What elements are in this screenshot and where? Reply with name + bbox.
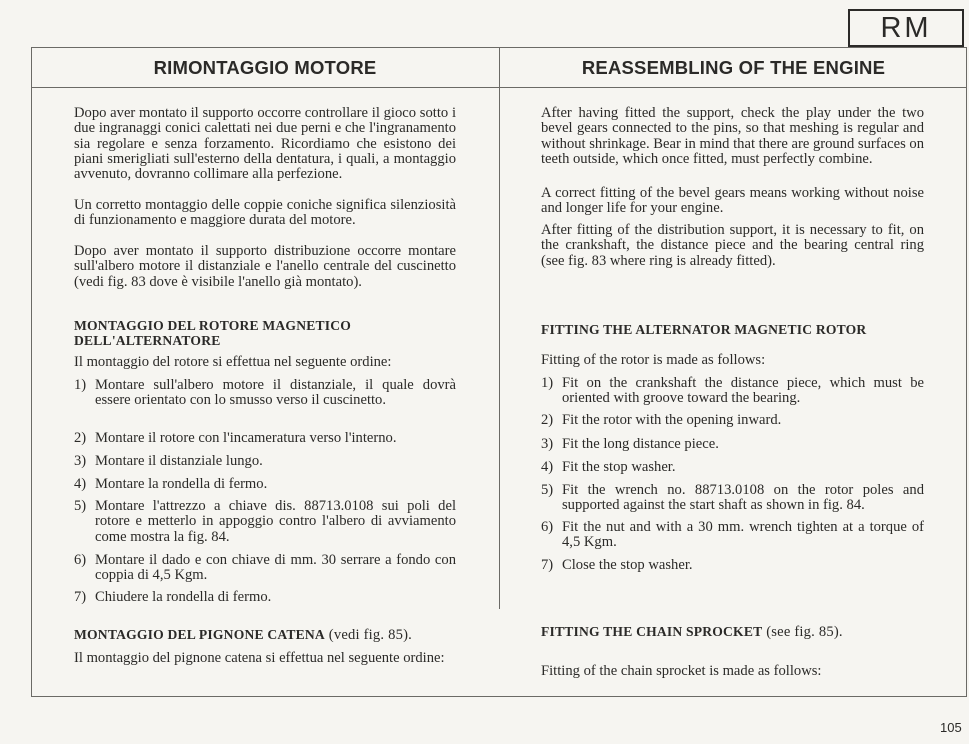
list-text: Montare il rotore con l'incameratura verso l'interno. [95,430,397,446]
list-text: Fit the wrench no. 88713.0108 on the rotor poles and supported against the start shaft as shown in fig. 84. [562,482,924,514]
list-number: 1) [541,375,554,391]
list-item [541,376,924,407]
list-number: 7) [74,589,87,605]
list-number: 3) [541,436,554,452]
list-text: Montare sull'albero motore il distanziale, il quale dovrà essere orientato con lo smusso verso il cuscinetto. [95,377,456,409]
italian-intro-paragraph: Dopo aver montato il supporto occorre controllare il gioco sotto i due ingranaggi conici calettati nei due perni e che l'ingranamento sia regolare e senza forzamento. Ricordiamo che esistono dei piani smerigliati sull'esterno della dentatura, i quali, a montaggio avvenuto, dovranno collimare alla perfezione. [74,105,456,183]
list-text: Fit the nut and with a 30 mm. wrench tighten at a torque of 4,5 Kgm. [562,519,924,551]
list-item [541,460,924,475]
list-number: 6) [74,552,87,568]
list-number: 6) [541,519,554,535]
list-number: 2) [74,430,87,446]
list-number: 7) [541,557,554,573]
italian-sprocket-ref: (vedi fig. 85). [324,627,413,643]
list-number: 4) [74,476,87,492]
italian-intro-paragraph: Un corretto montaggio delle coppie coniche significa silenziosità di funzionamento e maggiore durata del motore. [74,197,456,229]
italian-title: RIMONTAGGIO MOTORE [153,57,377,78]
list-item [541,558,924,573]
list-text: Montare la rondella di fermo. [95,476,268,492]
italian-rotor-intro: Il montaggio del rotore si effettua nel seguente ordine: [74,354,392,370]
italian-intro-paragraph: Dopo aver montato il supporto distribuzione occorre montare sull'albero motore il distanziale e l'anello centrale del cuscinetto (vedi fig. 83 dove è visibile l'anello già montato). [74,243,456,290]
list-item [74,477,456,492]
list-item [74,553,456,584]
list-text: Fit the stop washer. [562,459,676,475]
english-rotor-heading: FITTING THE ALTERNATOR MAGNETIC ROTOR [541,322,867,337]
list-text: Fit the long distance piece. [562,436,719,452]
list-text: Montare il dado e con chiave di mm. 30 serrare a fondo con coppia di 4,5 Kgm. [95,552,456,584]
english-intro-paragraph: After having fitted the support, check the play under the two bevel gears connected to the pins, so that meshing is regular and without shrinkage. Bear in mind that there are ground surfaces on teeth outside, which once fitted, must perfectly combine. [541,105,924,167]
list-item [74,454,456,469]
english-sprocket-heading-text: FITTING THE CHAIN SPROCKET [541,624,763,639]
english-intro-paragraph: After fitting of the distribution support, it is necessary to fit, on the crankshaft, the distance piece and the bearing central ring (see fig. 83 where ring is already fitted). [541,222,924,269]
list-text: Fit on the crankshaft the distance piece, which must be oriented with groove toward the bearing. [562,375,924,407]
list-number: 5) [541,482,554,498]
english-rotor-intro: Fitting of the rotor is made as follows: [541,352,766,368]
list-text: Chiudere la rondella di fermo. [95,589,272,605]
list-item [541,483,924,514]
list-text: Montare l'attrezzo a chiave dis. 88713.0108 sui poli del rotore e metterlo in appoggio contro l'albero di avviamento come mostra la fig. 84. [95,498,456,545]
section-badge: RM [848,9,964,47]
list-number: 3) [74,453,87,469]
english-title: REASSEMBLING OF THE ENGINE [581,57,886,78]
list-text: Close the stop washer. [562,557,693,573]
list-item [74,378,456,409]
italian-sprocket-intro: Il montaggio del pignone catena si effettua nel seguente ordine: [74,650,445,666]
page-number: 105 [940,720,962,735]
list-number: 1) [74,377,87,393]
italian-sprocket-heading [74,627,474,643]
list-number: 5) [74,498,87,514]
italian-rotor-heading: MONTAGGIO DEL ROTORE MAGNETICO DELL'ALTERNATORE [74,318,352,348]
italian-sprocket-heading-text: MONTAGGIO DEL PIGNONE CATENA [74,627,325,642]
list-number: 4) [541,459,554,475]
list-item [541,520,924,551]
english-sprocket-heading [541,624,924,640]
list-item [541,437,924,452]
english-sprocket-ref: (see fig. 85). [762,624,843,640]
list-item [74,499,456,545]
column-divider [499,47,500,609]
list-item [74,590,456,605]
list-item [74,431,456,446]
list-text: Fit the rotor with the opening inward. [562,412,782,428]
list-text: Montare il distanziale lungo. [95,453,263,469]
list-number: 2) [541,412,554,428]
english-sprocket-intro: Fitting of the chain sprocket is made as follows: [541,663,822,679]
english-intro-paragraph: A correct fitting of the bevel gears means working without noise and longer life for your engine. [541,185,924,217]
list-item [541,413,924,428]
